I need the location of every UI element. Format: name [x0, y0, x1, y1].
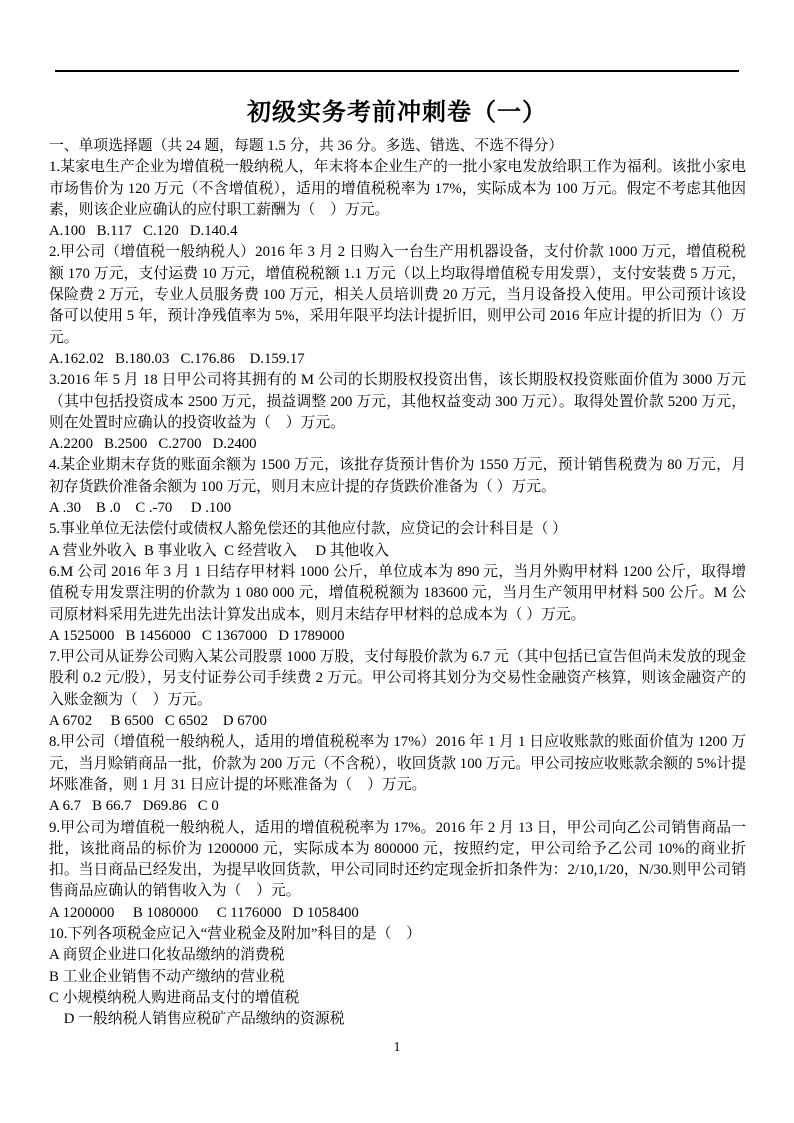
question-option-line: A.100 B.117 C.120 D.140.4 [49, 223, 238, 240]
question-block [49, 647, 746, 732]
page-number: 1 [393, 1039, 401, 1054]
question-option-line: A.2200 B.2500 C.2700 D.2400 [49, 436, 257, 453]
question-stem: 7.甲公司从证券公司购入某公司股票 1000 万股，支付每股价款为 6.7 元（其中包括已宣告但尚未发放的现金股利 0.2 元/股），另支付证券公司手续费 2 万元。甲公司将其划分为交易性金融资产核算，则该金融资产的入账金额为（ ）万元。 [49, 649, 746, 708]
question-list [49, 157, 746, 1030]
section-heading: 一、单项选择题（共 24 题，每题 1.5 分，共 36 分。多选、错选、不选不得分） [49, 138, 564, 154]
header-rule [55, 70, 739, 72]
question-stem: 2.甲公司（增值税一般纳税人）2016 年 3 月 2 日购入一台生产用机器设备，支付价款 1000 万元，增值税税额 170 万元，支付运费 10 万元，增值税税额 1.1 万元（以上均取得增值税专用发票），支付安装费 5 万元，保险费 2 万元，专业人员服务费 100 万元，相关人员培训费 20 万元，当月设备投入使用。甲公司预计该设备可以使用 5 年，预计净残值率为 5%，采用年限平均法计提折旧，则甲公司 2016 年应计提的折旧为（）万元。 [49, 244, 746, 346]
question-block [49, 818, 746, 924]
question-options [49, 434, 746, 455]
question-block [49, 924, 746, 1030]
question-options [49, 498, 746, 519]
question-options [49, 349, 746, 370]
question-option-line: A.162.02 B.180.03 C.176.86 D.159.17 [49, 350, 305, 367]
question-block [49, 157, 746, 242]
question-options [49, 903, 746, 924]
question-option-line: D 一般纳税人销售应税矿产品缴纳的资源税 [49, 1011, 345, 1028]
question-stem: 6.M 公司 2016 年 3 月 1 日结存甲材料 1000 公斤，单位成本为 890 元，当月外购甲材料 1200 公斤，取得增值税专用发票注明的价款为 1 080 000 元，增值税税额为 183600 元，当月生产领用甲材料 500 公斤。M 公司原材料采用先进先出法计算发出成本，则月末结存甲材料的总成本为（ ）万元。 [49, 563, 746, 623]
question-stem: 10.下列各项税金应记入“营业税金及附加”科目的是（ ） [49, 925, 421, 942]
question-block [49, 562, 746, 647]
question-option-line: B 工业企业销售不动产缴纳的营业税 [49, 968, 285, 985]
question-option-line: A 营业外收入 B 事业收入 C 经营收入 D 其他收入 [49, 542, 389, 559]
question-option-line: A .30 B .0 C .-70 D .100 [49, 500, 232, 517]
question-block [49, 370, 746, 455]
question-options [49, 221, 746, 242]
question-stem: 9.甲公司为增值税一般纳税人，适用的增值税税率为 17%。2016 年 2 月 13 日，甲公司向乙公司销售商品一批，该批商品的标价为 1200000 元，实际成本为 800000 元，按照约定，甲公司给予乙公司 10%的商业折扣。当日商品已经发出，为提早收回货款，甲公司同时还约定现金折扣条件为：2/10,1/20，N/30.则甲公司销售商品应确认的销售收入为（ ）元。 [49, 819, 746, 900]
question-block [49, 242, 746, 370]
question-option-line: C 小规模纳税人购进商品支付的增值税 [49, 989, 300, 1006]
question-stem: 4.某企业期末存货的账面余额为 1500 万元，该批存货预计售价为 1550 万元，预计销售税费为 80 万元，月初存货跌价准备余额为 100 万元，则月末应计提的存货跌价准备为（ ）万元。 [49, 457, 746, 495]
question-options [49, 945, 746, 1030]
question-option-line: A 1525000 B 1456000 C 1367000 D 1789000 [49, 627, 345, 644]
document-body [49, 136, 746, 1030]
question-option-line: A 1200000 B 1080000 C 1176000 D 1058400 [49, 904, 359, 921]
page-footer [0, 1036, 794, 1057]
question-stem: 8.甲公司（增值税一般纳税人，适用的增值税税率为 17%）2016 年 1 月 1 日应收账款的账面价值为 1200 万元，当月赊销商品一批，价款为 200 万元（不含税），收回货款 100 万元。甲公司按应收账款余额的 5%计提坏账准备，则 1 月 31 日应计提的坏账准备为（ ）万元。 [49, 734, 746, 793]
question-options [49, 626, 746, 647]
question-options [49, 711, 746, 732]
question-block [49, 732, 746, 817]
page-title: 初级实务考前冲刺卷（一） [247, 100, 547, 126]
question-block [49, 455, 746, 519]
question-stem: 3.2016 年 5 月 18 日甲公司将其拥有的 M 公司的长期股权投资出售，该长期股权投资账面价值为 3000 万元（其中包括投资成本 2500 万元，损益调整 200 万元，其他权益变动 300 万元）。取得处置价款 5200 万元，则在处置时应确认的投资收益为（ ）万元。 [49, 372, 746, 431]
question-options [49, 541, 746, 562]
question-option-line: A 6702 B 6500 C 6502 D 6700 [49, 713, 267, 730]
question-stem: 5.事业单位无法偿付或债权人豁免偿还的其他应付款，应贷记的会计科目是（ ） [49, 521, 567, 538]
question-stem: 1.某家电生产企业为增值税一般纳税人，年末将本企业生产的一批小家电发放给职工作为福利。该批小家电市场售价为 120 万元（不含增值税），适用的增值税税率为 17%，实际成本为 100 万元。假定不考虑其他因素，则该企业应确认的应付职工薪酬为（ ）万元。 [49, 159, 746, 218]
question-block [49, 519, 746, 562]
question-option-line: A 商贸企业进口化妆品缴纳的消费税 [49, 947, 285, 964]
question-options [49, 796, 746, 817]
question-option-line: A 6.7 B 66.7 D69.86 C 0 [49, 798, 219, 815]
